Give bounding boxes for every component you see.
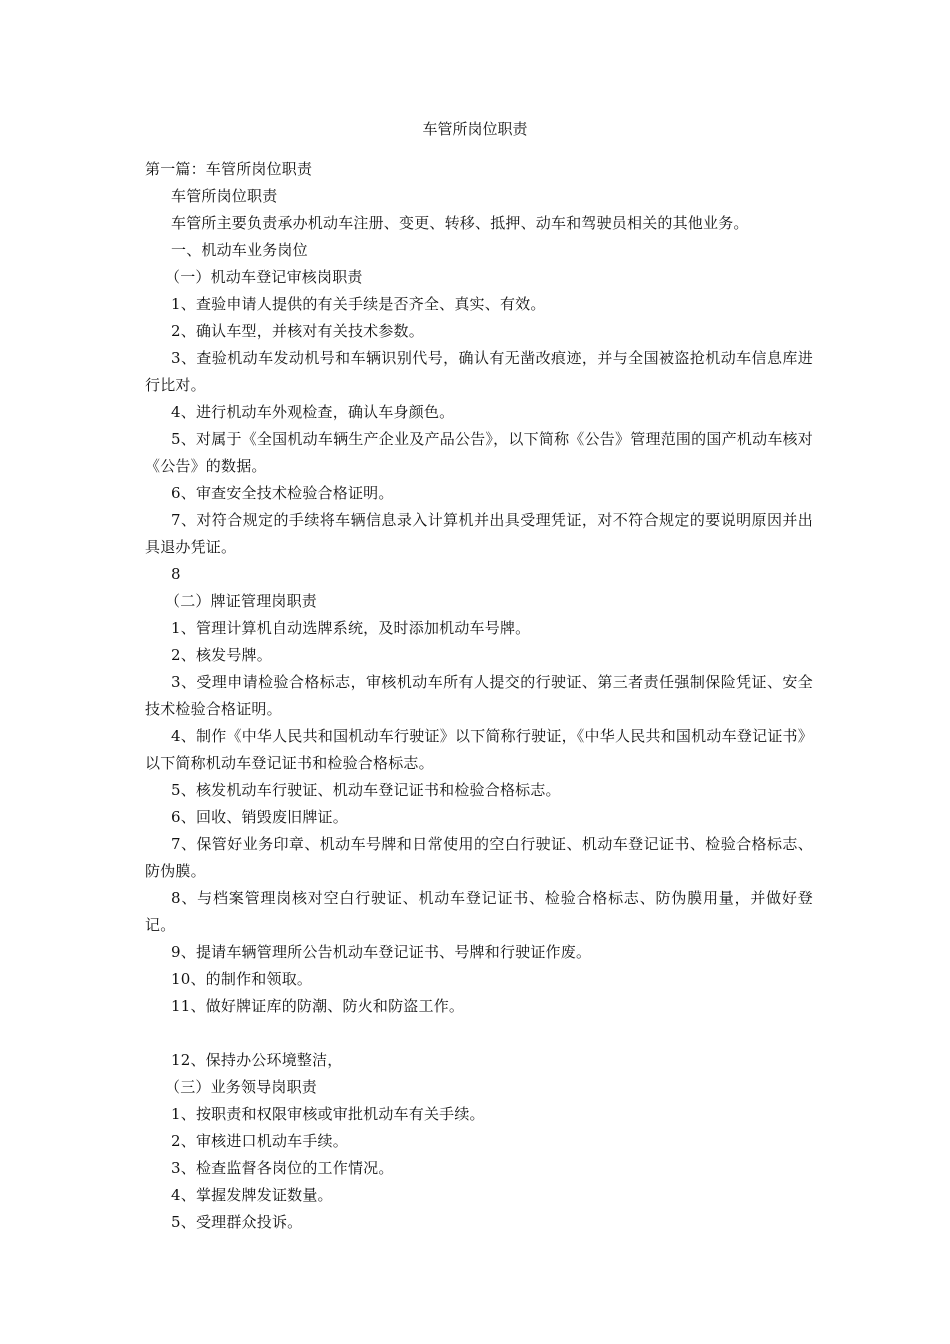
list-item: 10、的制作和领取。 xyxy=(171,970,313,988)
list-item: 5、受理群众投诉。 xyxy=(171,1213,303,1231)
list-item: 4、掌握发牌发证数量。 xyxy=(171,1186,333,1204)
list-item: 8、与档案管理岗核对空白行驶证、机动车登记证书、检验合格标志、防伪膜用量，并做好登记。 xyxy=(145,889,813,934)
list-item: 6、审查安全技术检验合格证明。 xyxy=(171,484,394,502)
list-item: 2、确认车型，并核对有关技术参数。 xyxy=(171,322,424,340)
section-heading: 一、机动车业务岗位 xyxy=(171,241,308,259)
list-item: 3、查验机动车发动机号和车辆识别代号，确认有无凿改痕迹，并与全国被盗抢机动车信息库进行比对。 xyxy=(145,349,813,394)
list-item: 2、核发号牌。 xyxy=(171,646,272,664)
list-item: 12、保持办公环境整洁， xyxy=(171,1051,343,1069)
part1-heading: （一）机动车登记审核岗职责 xyxy=(165,268,363,286)
chapter-heading: 第一篇：车管所岗位职责 xyxy=(145,160,313,178)
list-item: 1、按职责和权限审核或审批机动车有关手续。 xyxy=(171,1105,485,1123)
list-item: 9、提请车辆管理所公告机动车登记证书、号牌和行驶证作废。 xyxy=(171,943,592,961)
document-body xyxy=(145,156,813,1236)
list-item: 1、查验申请人提供的有关手续是否齐全、真实、有效。 xyxy=(171,295,546,313)
intro-paragraph: 车管所主要负责承办机动车注册、变更、转移、抵押、动车和驾驶员相关的其他业务。 xyxy=(171,214,749,232)
list-item: 4、制作《中华人民共和国机动车行驶证》以下简称行驶证，《中华人民共和国机动车登记证书》以下简称机动车登记证书和检验合格标志。 xyxy=(145,727,813,772)
list-item: 11、做好牌证库的防潮、防火和防盗工作。 xyxy=(171,997,465,1015)
part2-heading: （二）牌证管理岗职责 xyxy=(165,592,318,610)
list-item: 8 xyxy=(171,565,181,583)
blank-line xyxy=(145,1020,813,1047)
document-title: 车管所岗位职责 xyxy=(422,120,528,138)
part3-heading: （三）业务领导岗职责 xyxy=(165,1078,318,1096)
list-item: 5、对属于《全国机动车辆生产企业及产品公告》，以下简称《公告》管理范围的国产机动车核对《公告》的数据。 xyxy=(145,430,813,475)
list-item: 6、回收、销毁废旧牌证。 xyxy=(171,808,348,826)
subtitle: 车管所岗位职责 xyxy=(171,187,278,205)
list-item: 7、对符合规定的手续将车辆信息录入计算机并出具受理凭证，对不符合规定的要说明原因并出具退办凭证。 xyxy=(145,511,813,556)
list-item: 3、受理申请检验合格标志，审核机动车所有人提交的行驶证、第三者责任强制保险凭证、安全技术检验合格证明。 xyxy=(145,673,813,718)
list-item: 4、进行机动车外观检查，确认车身颜色。 xyxy=(171,403,455,421)
list-item: 2、审核进口机动车手续。 xyxy=(171,1132,348,1150)
list-item: 1、管理计算机自动选牌系统，及时添加机动车号牌。 xyxy=(171,619,531,637)
list-item: 7、保管好业务印章、机动车号牌和日常使用的空白行驶证、机动车登记证书、检验合格标志、防伪膜。 xyxy=(145,835,813,880)
list-item: 3、检查监督各岗位的工作情况。 xyxy=(171,1159,394,1177)
list-item: 5、核发机动车行驶证、机动车登记证书和检验合格标志。 xyxy=(171,781,561,799)
